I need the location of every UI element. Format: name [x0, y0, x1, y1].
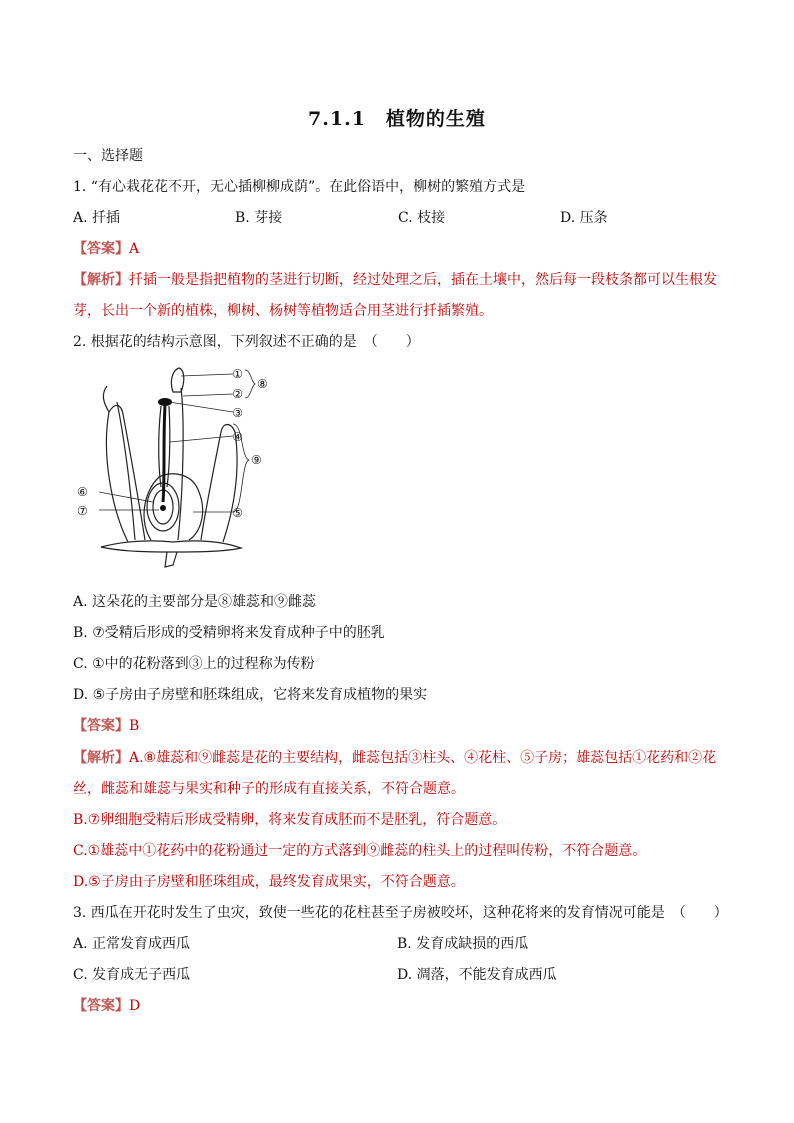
- label-8: ⑧: [257, 377, 268, 391]
- q2-analysis-line: C.①雄蕊中①花药中的花粉通过一定的方式落到⑨雌蕊的柱头上的过程叫传粉，不符合题意。: [73, 843, 647, 859]
- page-title: 7.1.1 植物的生殖: [308, 108, 486, 130]
- q1-analysis-line: [73, 270, 717, 290]
- label-2: ②: [232, 387, 243, 401]
- label-9: ⑨: [251, 453, 262, 467]
- q2-analysis-line: D.⑤子房由子房壁和胚珠组成，最终发育成果实，不符合题意。: [73, 874, 465, 890]
- q2-option-c: C. ①中的花粉落到③上的过程称为传粉: [73, 656, 315, 672]
- q1-option-d: D. 压条: [560, 210, 608, 226]
- answer-value: B: [129, 718, 140, 734]
- answer-label: 【答案】: [73, 998, 129, 1014]
- q2-analysis-line: 丝，雌蕊和雄蕊与果实和种子的形成有直接关系，不符合题意。: [73, 781, 465, 797]
- q2-option-a: A. 这朵花的主要部分是⑧雄蕊和⑨雌蕊: [73, 594, 317, 610]
- q1-option-c: C. 枝接: [398, 210, 446, 226]
- q2-option-b: B. ⑦受精后形成的受精卵将来发育成种子中的胚乳: [73, 625, 385, 641]
- q1-analysis-line: 芽，长出一个新的植株，柳树、杨树等植物适合用茎进行扦插繁殖。: [73, 303, 493, 319]
- q2-answer: [73, 716, 139, 736]
- section-heading: 一、选择题: [73, 148, 143, 164]
- q3-stem: 3. 西瓜在开花时发生了虫灾，致使一些花的花柱甚至子房被咬坏，这种花将来的发育情况可能是 （ ）: [73, 905, 728, 921]
- q3-option-b: B. 发育成缺损的西瓜: [397, 936, 529, 952]
- label-7: ⑦: [77, 504, 88, 518]
- answer-value: A: [129, 241, 140, 257]
- q3-option-d: D. 凋落，不能发育成西瓜: [397, 967, 557, 983]
- analysis-label: 【解析】: [73, 750, 129, 766]
- q2-option-d: D. ⑤子房由子房壁和胚珠组成，它将来发育成植物的果实: [73, 687, 428, 703]
- pollen-tube: [163, 406, 165, 502]
- q1-option-a: A. 扦插: [73, 210, 121, 226]
- analysis-text: 扦插一般是指把植物的茎进行切断，经过处理之后，插在土壤中，然后每一段枝条都可以生根发: [129, 272, 717, 288]
- q2-analysis-line: B.⑦卵细胞受精后形成受精卵，将来发育成胚而不是胚乳，符合题意。: [73, 812, 507, 828]
- label-1: ①: [232, 367, 243, 381]
- answer-label: 【答案】: [73, 718, 129, 734]
- q1-stem: 1. “有心栽花花不开，无心插柳柳成荫”。在此俗语中，柳树的繁殖方式是: [73, 179, 526, 195]
- answer-label: 【答案】: [73, 241, 129, 257]
- q1-option-b: B. 芽接: [235, 210, 283, 226]
- q3-option-a: A. 正常发育成西瓜: [73, 936, 191, 952]
- q2-stem: 2. 根据花的结构示意图，下列叙述不正确的是 （ ）: [73, 334, 420, 350]
- q2-analysis-line: [73, 748, 716, 768]
- analysis-text: A.⑧雄蕊和⑨雌蕊是花的主要结构，雌蕊包括③柱头、④花柱、⑤子房；雄蕊包括①花药和②花: [129, 750, 717, 766]
- flower-outline: [101, 368, 241, 567]
- label-3: ③: [232, 406, 243, 420]
- answer-value: D: [129, 998, 141, 1014]
- label-4: ④: [232, 430, 243, 444]
- analysis-label: 【解析】: [73, 272, 129, 288]
- q1-answer: [73, 239, 139, 259]
- label-5: ⑤: [232, 506, 243, 520]
- flower-structure-diagram: [73, 362, 273, 574]
- q3-answer: [73, 996, 140, 1016]
- egg-cell: [160, 505, 166, 511]
- q3-option-c: C. 发育成无子西瓜: [73, 967, 191, 983]
- label-6: ⑥: [77, 485, 88, 499]
